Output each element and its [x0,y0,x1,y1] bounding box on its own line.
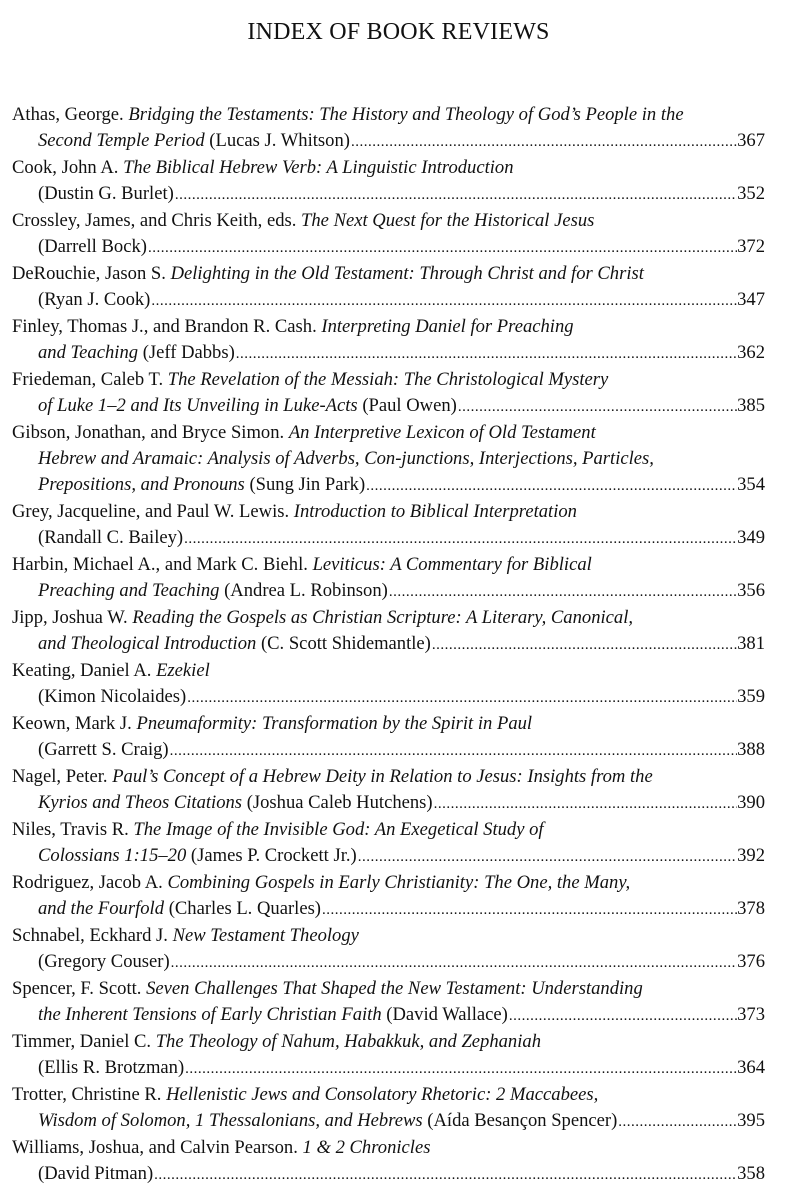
leader-dots [186,685,737,711]
entry-author: Crossley, James, and Chris Keith, eds. [12,210,297,231]
entry-page-number: 358 [737,1163,765,1184]
entry-reviewer: (Ellis R. Brotzman) [38,1057,185,1078]
entry-line-text [38,1055,184,1081]
entry-book-title: Hebrew and Aramaic: Analysis of Adverbs, Con-junctions, Interjections, Particles, [38,448,654,469]
entry-line-text [38,340,235,366]
entry-author: Keown, Mark J. [12,713,132,734]
entry-author: Nagel, Peter. [12,766,108,787]
index-entry [12,499,765,552]
entry-reviewer: (Sung Jin Park) [249,474,366,495]
entry-page-number: 385 [737,395,765,416]
entry-author: Spencer, F. Scott. [12,978,142,999]
entry-line [12,1055,765,1082]
entry-page-number: 390 [737,792,765,813]
entry-book-title: and the Fourfold [38,898,165,919]
index-entry [12,711,765,764]
entry-author: Friedeman, Caleb T. [12,369,164,390]
entry-page-number: 354 [737,474,765,495]
leader-dots [350,129,737,155]
entry-line [12,1108,765,1135]
index-entry [12,1135,765,1188]
index-entry [12,658,765,711]
entry-line [12,605,765,631]
leader-dots [150,288,737,314]
entry-line [12,658,765,684]
entry-page-number: 381 [737,633,765,654]
entry-line-text [38,287,150,313]
entry-reviewer: (Garrett S. Craig) [38,739,169,760]
entry-line-text [38,631,431,657]
entry-reviewer: (Darrell Bock) [38,236,147,257]
entry-page-number: 364 [737,1057,765,1078]
entry-book-title: 1 & 2 Chronicles [302,1137,431,1158]
entry-author: Athas, George. [12,104,124,125]
index-entry [12,208,765,261]
leader-dots [321,897,737,923]
entry-reviewer: (Andrea L. Robinson) [224,580,388,601]
entry-author: Williams, Joshua, and Calvin Pearson. [12,1137,298,1158]
entry-line [12,631,765,658]
leader-dots [508,1003,737,1029]
leader-dots [169,738,737,764]
leader-dots [431,632,737,658]
index-entry [12,923,765,976]
entry-line-text [38,578,388,604]
entry-book-title: Hellenistic Jews and Consolatory Rhetoric: 2 Maccabees, [166,1084,599,1105]
entry-book-title: Introduction to Biblical Interpretation [293,501,577,522]
entry-page-number: 372 [737,236,765,257]
index-entry [12,870,765,923]
entry-reviewer: (Kimon Nicolaides) [38,686,187,707]
entry-page-number: 349 [737,527,765,548]
entry-author: Grey, Jacqueline, and Paul W. Lewis. [12,501,290,522]
entry-line [12,949,765,976]
entry-page-number: 347 [737,289,765,310]
entry-line [12,420,765,446]
entry-author: Timmer, Daniel C. [12,1031,152,1052]
entry-reviewer: (Joshua Caleb Hutchens) [246,792,433,813]
entry-page-number: 359 [737,686,765,707]
index-entry [12,552,765,605]
entry-page-number: 388 [737,739,765,760]
entry-line [12,552,765,578]
index-entry [12,102,765,155]
index-entry [12,1029,765,1082]
entry-reviewer: (David Pitman) [38,1163,154,1184]
entry-book-title: The Revelation of the Messiah: The Christological Mystery [167,369,609,390]
entry-book-title: An Interpretive Lexicon of Old Testament [288,422,596,443]
entry-line-text [38,737,169,763]
entry-line-text [38,790,433,816]
entry-book-title: and Teaching [38,342,139,363]
entry-line [12,128,765,155]
entry-book-title: Colossians 1:15–20 [38,845,187,866]
entry-line [12,499,765,525]
entry-line-text [38,525,183,551]
entry-book-title: Pneumaformity: Transformation by the Spirit in Paul [136,713,533,734]
entry-line [12,923,765,949]
entry-book-title: New Testament Theology [172,925,359,946]
entry-page-number: 356 [737,580,765,601]
entry-reviewer: (C. Scott Shidemantle) [260,633,431,654]
entry-line [12,1135,765,1161]
entry-page-number: 378 [737,898,765,919]
entry-line-text [38,1002,508,1028]
entry-line [12,684,765,711]
entry-reviewer: (James P. Crockett Jr.) [190,845,357,866]
entry-line [12,896,765,923]
entry-reviewer: (Randall C. Bailey) [38,527,184,548]
entry-author: Cook, John A. [12,157,119,178]
entry-line-text [38,1161,153,1187]
entry-line [12,817,765,843]
entry-line [12,155,765,181]
entry-line [12,737,765,764]
review-index-list [12,102,765,1188]
entry-reviewer: (David Wallace) [386,1004,508,1025]
entry-author: Niles, Travis R. [12,819,129,840]
entry-book-title: the Inherent Tensions of Early Christian Faith [38,1004,382,1025]
entry-author: DeRouchie, Jason S. [12,263,166,284]
entry-line [12,234,765,261]
entry-line [12,764,765,790]
entry-book-title: Paul’s Concept of a Hebrew Deity in Relation to Jesus: Insights from the [112,766,653,787]
index-entry [12,764,765,817]
entry-book-title: Ezekiel [156,660,210,681]
index-entry [12,605,765,658]
leader-dots [184,1056,737,1082]
leader-dots [183,526,737,552]
page-title: INDEX OF BOOK REVIEWS [247,19,550,45]
entry-line-text [38,472,365,498]
entry-reviewer: (Ryan J. Cook) [38,289,151,310]
index-entry [12,314,765,367]
entry-book-title: Reading the Gospels as Christian Scripture: A Literary, Canonical, [132,607,634,628]
entry-page-number: 373 [737,1004,765,1025]
leader-dots [174,182,737,208]
entry-author: Harbin, Michael A., and Mark C. Biehl. [12,554,308,575]
leader-dots [457,394,737,420]
entry-line [12,976,765,1002]
entry-book-title: The Next Quest for the Historical Jesus [301,210,595,231]
entry-page-number: 392 [737,845,765,866]
entry-line [12,1029,765,1055]
entry-line [12,102,765,128]
index-entry [12,1082,765,1135]
entry-book-title: Preaching and Teaching [38,580,220,601]
entry-page-number: 376 [737,951,765,972]
entry-reviewer: (Paul Owen) [362,395,457,416]
leader-dots [147,235,737,261]
entry-line-text [38,843,357,869]
entry-line [12,181,765,208]
entry-line [12,1161,765,1188]
entry-reviewer: (Lucas J. Whitson) [209,130,350,151]
entry-book-title: The Biblical Hebrew Verb: A Linguistic Introduction [123,157,514,178]
entry-line [12,393,765,420]
entry-line [12,340,765,367]
entry-reviewer: (Charles L. Quarles) [168,898,321,919]
entry-page-number: 395 [737,1110,765,1131]
entry-line [12,790,765,817]
entry-line [12,287,765,314]
entry-reviewer: (Gregory Couser) [38,951,170,972]
entry-line-text [38,393,457,419]
entry-book-title: Wisdom of Solomon, 1 Thessalonians, and Hebrews [38,1110,423,1131]
entry-page-number: 352 [737,183,765,204]
entry-book-title: The Image of the Invisible God: An Exegetical Study of [133,819,544,840]
entry-line-text [38,128,350,154]
leader-dots [357,844,737,870]
entry-book-title: Seven Challenges That Shaped the New Testament: Understanding [146,978,643,999]
entry-line [12,208,765,234]
entry-line [12,261,765,287]
entry-line [12,578,765,605]
entry-line-text [38,1108,617,1134]
entry-line-text [38,684,186,710]
index-entry [12,976,765,1029]
entry-line [12,1002,765,1029]
entry-author: Schnabel, Eckhard J. [12,925,168,946]
index-entry [12,420,765,499]
leader-dots [617,1109,737,1135]
entry-line [12,1082,765,1108]
entry-line-text [38,234,147,260]
entry-line [12,314,765,340]
entry-author: Rodriguez, Jacob A. [12,872,163,893]
entry-book-title: and Theological Introduction [38,633,257,654]
leader-dots [170,950,737,976]
entry-book-title: The Theology of Nahum, Habakkuk, and Zephaniah [155,1031,541,1052]
leader-dots [235,341,737,367]
entry-author: Jipp, Joshua W. [12,607,128,628]
index-entry [12,367,765,420]
entry-line [12,446,765,472]
entry-line-text [38,949,170,975]
entry-book-title: Bridging the Testaments: The History and Theology of God’s People in the [128,104,684,125]
index-entry [12,155,765,208]
entry-line [12,367,765,393]
index-entry [12,817,765,870]
leader-dots [365,473,737,499]
entry-reviewer: (Dustin G. Burlet) [38,183,174,204]
entry-author: Gibson, Jonathan, and Bryce Simon. [12,422,285,443]
entry-line [12,870,765,896]
entry-line [12,711,765,737]
entry-book-title: Delighting in the Old Testament: Through Christ and for Christ [170,263,644,284]
entry-line [12,843,765,870]
entry-author: Finley, Thomas J., and Brandon R. Cash. [12,316,317,337]
entry-book-title: Interpreting Daniel for Preaching [321,316,574,337]
entry-reviewer: (Jeff Dabbs) [142,342,235,363]
entry-author: Keating, Daniel A. [12,660,152,681]
leader-dots [153,1162,737,1188]
entry-reviewer: (Aída Besançon Spencer) [427,1110,618,1131]
entry-book-title: Leviticus: A Commentary for Biblical [312,554,592,575]
entry-line [12,525,765,552]
entry-line [12,472,765,499]
entry-book-title: Second Temple Period [38,130,205,151]
entry-author: Trotter, Christine R. [12,1084,162,1105]
index-entry [12,261,765,314]
entry-book-title: Prepositions, and Pronouns [38,474,245,495]
leader-dots [388,579,737,605]
entry-page-number: 367 [737,130,765,151]
entry-book-title: Kyrios and Theos Citations [38,792,243,813]
entry-line-text [38,181,174,207]
entry-line-text [38,896,321,922]
entry-book-title: Combining Gospels in Early Christianity: The One, the Many, [167,872,631,893]
entry-book-title: of Luke 1–2 and Its Unveiling in Luke-Acts [38,395,358,416]
leader-dots [433,791,738,817]
entry-page-number: 362 [737,342,765,363]
